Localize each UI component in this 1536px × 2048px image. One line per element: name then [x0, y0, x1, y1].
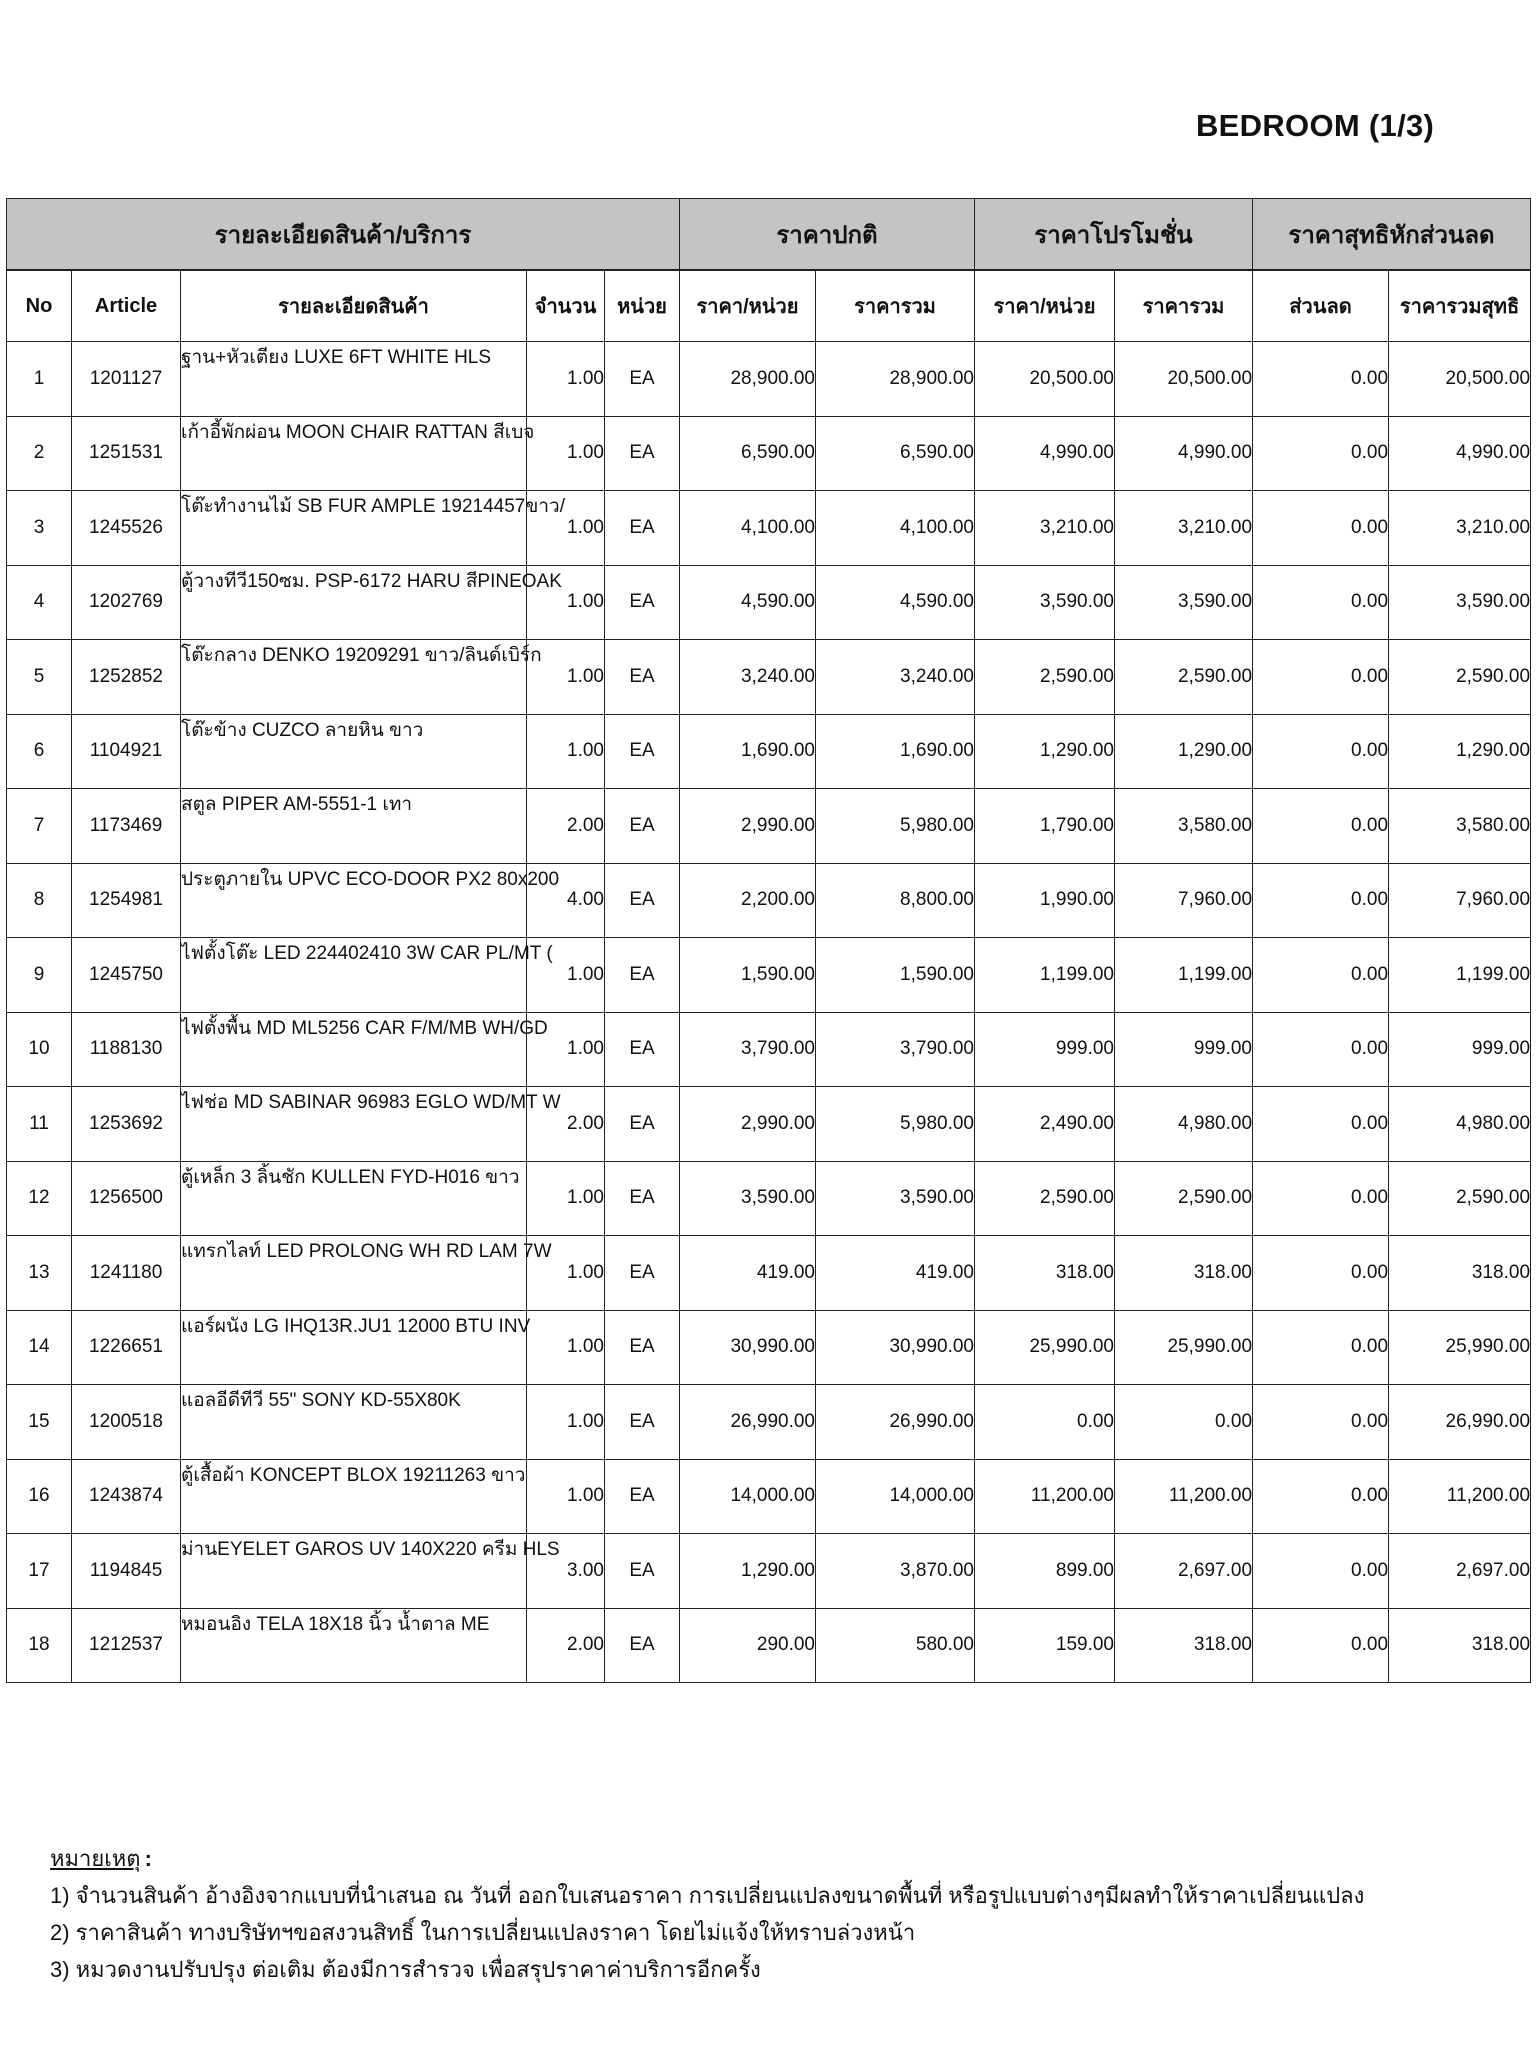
cell-net-total: 318.00 [1389, 1236, 1531, 1311]
col-header-promo-total: ราคารวม [1115, 270, 1253, 342]
col-header-unit: หน่วย [605, 270, 680, 342]
table-row [7, 640, 1531, 715]
cell-net-total: 20,500.00 [1389, 342, 1531, 417]
cell-description: แอร์ผนัง LG IHQ13R.JU1 12000 BTU INV [181, 1310, 527, 1385]
notes-heading-line [50, 1840, 1364, 1877]
cell-discount: 0.00 [1253, 1310, 1389, 1385]
cell-unit: EA [605, 416, 680, 491]
cell-net-total: 7,960.00 [1389, 863, 1531, 938]
cell-article: 1252852 [72, 640, 181, 715]
cell-unit: EA [605, 640, 680, 715]
table-row [7, 1012, 1531, 1087]
cell-regular-unit-price: 1,690.00 [680, 714, 816, 789]
cell-discount: 0.00 [1253, 1012, 1389, 1087]
cell-regular-total: 3,240.00 [816, 640, 975, 715]
cell-article: 1201127 [72, 342, 181, 417]
cell-regular-total: 8,800.00 [816, 863, 975, 938]
col-header-article: Article [72, 270, 181, 342]
cell-description: ฐาน+หัวเตียง LUXE 6FT WHITE HLS [181, 342, 527, 417]
table-row [7, 1385, 1531, 1460]
cell-regular-unit-price: 1,290.00 [680, 1534, 816, 1609]
cell-discount: 0.00 [1253, 1534, 1389, 1609]
cell-regular-unit-price: 26,990.00 [680, 1385, 816, 1460]
cell-qty: 1.00 [527, 1459, 605, 1534]
cell-discount: 0.00 [1253, 938, 1389, 1013]
cell-regular-unit-price: 2,200.00 [680, 863, 816, 938]
cell-no: 17 [7, 1534, 72, 1609]
cell-no: 13 [7, 1236, 72, 1311]
cell-unit: EA [605, 1236, 680, 1311]
cell-article: 1245750 [72, 938, 181, 1013]
cell-promo-unit-price: 11,200.00 [975, 1459, 1115, 1534]
col-header-no: No [7, 270, 72, 342]
cell-discount: 0.00 [1253, 416, 1389, 491]
cell-promo-unit-price: 2,590.00 [975, 640, 1115, 715]
cell-promo-total: 4,990.00 [1115, 416, 1253, 491]
cell-promo-total: 1,290.00 [1115, 714, 1253, 789]
cell-article: 1256500 [72, 1161, 181, 1236]
cell-promo-total: 3,210.00 [1115, 491, 1253, 566]
cell-promo-unit-price: 0.00 [975, 1385, 1115, 1460]
cell-promo-total: 25,990.00 [1115, 1310, 1253, 1385]
cell-regular-unit-price: 28,900.00 [680, 342, 816, 417]
cell-qty: 2.00 [527, 1087, 605, 1162]
cell-article: 1200518 [72, 1385, 181, 1460]
cell-unit: EA [605, 1012, 680, 1087]
cell-no: 18 [7, 1608, 72, 1683]
cell-promo-unit-price: 999.00 [975, 1012, 1115, 1087]
cell-promo-unit-price: 25,990.00 [975, 1310, 1115, 1385]
cell-qty: 1.00 [527, 1385, 605, 1460]
cell-promo-unit-price: 20,500.00 [975, 342, 1115, 417]
cell-qty: 1.00 [527, 1161, 605, 1236]
cell-promo-total: 2,590.00 [1115, 640, 1253, 715]
cell-qty: 4.00 [527, 863, 605, 938]
cell-unit: EA [605, 491, 680, 566]
table-row [7, 342, 1531, 417]
cell-unit: EA [605, 565, 680, 640]
cell-article: 1226651 [72, 1310, 181, 1385]
cell-article: 1202769 [72, 565, 181, 640]
table-row [7, 1459, 1531, 1534]
cell-article: 1245526 [72, 491, 181, 566]
note-item: 3) หมวดงานปรับปรุง ต่อเติม ต้องมีการสำรวจ เพื่อสรุปราคาค่าบริการอีกครั้ง [50, 1957, 761, 1982]
table-row [7, 1161, 1531, 1236]
cell-discount: 0.00 [1253, 1459, 1389, 1534]
cell-promo-total: 11,200.00 [1115, 1459, 1253, 1534]
cell-no: 12 [7, 1161, 72, 1236]
cell-regular-unit-price: 2,990.00 [680, 789, 816, 864]
cell-description: โต๊ะทำงานไม้ SB FUR AMPLE 19214457ขาว/ [181, 491, 527, 566]
cell-description: แทรกไลท์ LED PROLONG WH RD LAM 7W [181, 1236, 527, 1311]
cell-unit: EA [605, 938, 680, 1013]
cell-description: ตู้วางทีวี150ซม. PSP-6172 HARU สีPINEOAK [181, 565, 527, 640]
cell-qty: 3.00 [527, 1534, 605, 1609]
cell-article: 1188130 [72, 1012, 181, 1087]
cell-discount: 0.00 [1253, 565, 1389, 640]
cell-unit: EA [605, 1459, 680, 1534]
cell-article: 1251531 [72, 416, 181, 491]
column-header-row [7, 270, 1531, 342]
col-header-net-total: ราคารวมสุทธิ [1389, 270, 1531, 342]
cell-net-total: 3,210.00 [1389, 491, 1531, 566]
cell-article: 1254981 [72, 863, 181, 938]
col-header-description: รายละเอียดสินค้า [181, 270, 527, 342]
cell-article: 1241180 [72, 1236, 181, 1311]
cell-qty: 1.00 [527, 1236, 605, 1311]
cell-no: 8 [7, 863, 72, 938]
group-header-row [7, 199, 1531, 271]
group-header-net-price: ราคาสุทธิหักส่วนลด [1253, 199, 1531, 271]
cell-promo-total: 0.00 [1115, 1385, 1253, 1460]
note-item: 2) ราคาสินค้า ทางบริษัทฯขอสงวนสิทธิ์ ในการเปลี่ยนแปลงราคา โดยไม่แจ้งให้ทราบล่วงหน้า [50, 1920, 916, 1945]
cell-qty: 1.00 [527, 565, 605, 640]
cell-regular-total: 4,100.00 [816, 491, 975, 566]
cell-discount: 0.00 [1253, 342, 1389, 417]
cell-unit: EA [605, 714, 680, 789]
cell-regular-unit-price: 6,590.00 [680, 416, 816, 491]
notes-section [50, 1840, 1364, 1988]
cell-no: 11 [7, 1087, 72, 1162]
cell-promo-unit-price: 3,210.00 [975, 491, 1115, 566]
cell-discount: 0.00 [1253, 1236, 1389, 1311]
cell-net-total: 1,290.00 [1389, 714, 1531, 789]
cell-qty: 1.00 [527, 640, 605, 715]
cell-promo-total: 2,590.00 [1115, 1161, 1253, 1236]
cell-promo-unit-price: 3,590.00 [975, 565, 1115, 640]
cell-promo-total: 1,199.00 [1115, 938, 1253, 1013]
cell-promo-unit-price: 899.00 [975, 1534, 1115, 1609]
cell-regular-unit-price: 419.00 [680, 1236, 816, 1311]
cell-promo-total: 4,980.00 [1115, 1087, 1253, 1162]
cell-regular-unit-price: 4,590.00 [680, 565, 816, 640]
page-title: BEDROOM (1/3) [1196, 108, 1435, 143]
cell-qty: 1.00 [527, 342, 605, 417]
cell-discount: 0.00 [1253, 1385, 1389, 1460]
cell-description: ไฟตั้งโต๊ะ LED 224402410 3W CAR PL/MT ( [181, 938, 527, 1013]
cell-no: 14 [7, 1310, 72, 1385]
notes-heading: หมายเหตุ [50, 1846, 141, 1871]
cell-regular-unit-price: 30,990.00 [680, 1310, 816, 1385]
cell-discount: 0.00 [1253, 1608, 1389, 1683]
cell-no: 9 [7, 938, 72, 1013]
cell-article: 1194845 [72, 1534, 181, 1609]
cell-description: แอลอีดีทีวี 55" SONY KD-55X80K [181, 1385, 527, 1460]
col-header-discount: ส่วนลด [1253, 270, 1389, 342]
cell-promo-unit-price: 1,199.00 [975, 938, 1115, 1013]
cell-regular-total: 14,000.00 [816, 1459, 975, 1534]
cell-net-total: 318.00 [1389, 1608, 1531, 1683]
cell-promo-unit-price: 1,790.00 [975, 789, 1115, 864]
cell-regular-unit-price: 4,100.00 [680, 491, 816, 566]
col-header-qty: จำนวน [527, 270, 605, 342]
cell-promo-unit-price: 159.00 [975, 1608, 1115, 1683]
cell-unit: EA [605, 1310, 680, 1385]
table-row [7, 565, 1531, 640]
note-item: 1) จำนวนสินค้า อ้างอิงจากแบบที่นำเสนอ ณ วันที่ ออกใบเสนอราคา การเปลี่ยนแปลงขนาดพื้นที่ หรือรูปแบบต่างๆมีผลทำให้ราคาเปลี่ยนแปลง [50, 1883, 1365, 1908]
table-row [7, 491, 1531, 566]
cell-no: 15 [7, 1385, 72, 1460]
cell-qty: 1.00 [527, 1310, 605, 1385]
cell-regular-total: 1,590.00 [816, 938, 975, 1013]
cell-description: โต๊ะข้าง CUZCO ลายหิน ขาว [181, 714, 527, 789]
cell-promo-total: 2,697.00 [1115, 1534, 1253, 1609]
cell-regular-unit-price: 3,240.00 [680, 640, 816, 715]
table-row [7, 1534, 1531, 1609]
cell-description: ตู้เหล็ก 3 ลิ้นชัก KULLEN FYD-H016 ขาว [181, 1161, 527, 1236]
cell-regular-total: 5,980.00 [816, 789, 975, 864]
table-row [7, 416, 1531, 491]
cell-net-total: 4,990.00 [1389, 416, 1531, 491]
cell-net-total: 3,580.00 [1389, 789, 1531, 864]
cell-description: หมอนอิง TELA 18X18 นิ้ว น้ำตาล ME [181, 1608, 527, 1683]
table-row [7, 789, 1531, 864]
cell-promo-total: 20,500.00 [1115, 342, 1253, 417]
cell-qty: 1.00 [527, 938, 605, 1013]
cell-regular-total: 419.00 [816, 1236, 975, 1311]
cell-qty: 1.00 [527, 1012, 605, 1087]
cell-discount: 0.00 [1253, 640, 1389, 715]
cell-description: ไฟตั้งพื้น MD ML5256 CAR F/M/MB WH/GD [181, 1012, 527, 1087]
group-header-regular-price: ราคาปกติ [680, 199, 975, 271]
cell-promo-unit-price: 2,490.00 [975, 1087, 1115, 1162]
cell-description: สตูล PIPER AM-5551-1 เทา [181, 789, 527, 864]
cell-no: 4 [7, 565, 72, 640]
cell-unit: EA [605, 1087, 680, 1162]
cell-discount: 0.00 [1253, 1087, 1389, 1162]
cell-net-total: 4,980.00 [1389, 1087, 1531, 1162]
group-header-details: รายละเอียดสินค้า/บริการ [7, 199, 680, 271]
cell-regular-unit-price: 3,590.00 [680, 1161, 816, 1236]
cell-regular-unit-price: 14,000.00 [680, 1459, 816, 1534]
cell-description: เก้าอี้พักผ่อน MOON CHAIR RATTAN สีเบจ [181, 416, 527, 491]
table-row [7, 938, 1531, 1013]
cell-article: 1212537 [72, 1608, 181, 1683]
cell-article: 1243874 [72, 1459, 181, 1534]
col-header-regular-total: ราคารวม [816, 270, 975, 342]
cell-promo-total: 7,960.00 [1115, 863, 1253, 938]
cell-qty: 2.00 [527, 1608, 605, 1683]
cell-promo-total: 3,580.00 [1115, 789, 1253, 864]
cell-no: 6 [7, 714, 72, 789]
cell-net-total: 2,697.00 [1389, 1534, 1531, 1609]
cell-promo-unit-price: 1,990.00 [975, 863, 1115, 938]
cell-no: 2 [7, 416, 72, 491]
notes-heading-colon: : [144, 1846, 152, 1871]
cell-net-total: 2,590.00 [1389, 640, 1531, 715]
cell-promo-total: 3,590.00 [1115, 565, 1253, 640]
table-row [7, 1608, 1531, 1683]
cell-article: 1253692 [72, 1087, 181, 1162]
cell-no: 3 [7, 491, 72, 566]
cell-net-total: 11,200.00 [1389, 1459, 1531, 1534]
cell-regular-unit-price: 290.00 [680, 1608, 816, 1683]
cell-unit: EA [605, 789, 680, 864]
cell-no: 1 [7, 342, 72, 417]
table-row [7, 1236, 1531, 1311]
table-row [7, 1087, 1531, 1162]
cell-regular-total: 580.00 [816, 1608, 975, 1683]
cell-no: 10 [7, 1012, 72, 1087]
table-row [7, 1310, 1531, 1385]
cell-regular-total: 28,900.00 [816, 342, 975, 417]
cell-net-total: 26,990.00 [1389, 1385, 1531, 1460]
cell-discount: 0.00 [1253, 714, 1389, 789]
cell-description: ม่านEYELET GAROS UV 140X220 ครีม HLS [181, 1534, 527, 1609]
cell-unit: EA [605, 1534, 680, 1609]
cell-regular-total: 3,590.00 [816, 1161, 975, 1236]
cell-regular-unit-price: 3,790.00 [680, 1012, 816, 1087]
cell-unit: EA [605, 863, 680, 938]
cell-qty: 2.00 [527, 789, 605, 864]
cell-promo-unit-price: 1,290.00 [975, 714, 1115, 789]
cell-net-total: 2,590.00 [1389, 1161, 1531, 1236]
cell-promo-unit-price: 2,590.00 [975, 1161, 1115, 1236]
cell-net-total: 25,990.00 [1389, 1310, 1531, 1385]
cell-discount: 0.00 [1253, 491, 1389, 566]
cell-no: 7 [7, 789, 72, 864]
cell-regular-unit-price: 1,590.00 [680, 938, 816, 1013]
cell-regular-total: 26,990.00 [816, 1385, 975, 1460]
cell-description: ตู้เสื้อผ้า KONCEPT BLOX 19211263 ขาว [181, 1459, 527, 1534]
cell-unit: EA [605, 342, 680, 417]
cell-qty: 1.00 [527, 491, 605, 566]
cell-promo-unit-price: 4,990.00 [975, 416, 1115, 491]
quotation-table [6, 198, 1531, 1683]
cell-regular-total: 3,870.00 [816, 1534, 975, 1609]
cell-regular-total: 30,990.00 [816, 1310, 975, 1385]
cell-regular-total: 4,590.00 [816, 565, 975, 640]
cell-no: 5 [7, 640, 72, 715]
cell-regular-total: 3,790.00 [816, 1012, 975, 1087]
cell-net-total: 3,590.00 [1389, 565, 1531, 640]
table-row [7, 863, 1531, 938]
cell-regular-total: 5,980.00 [816, 1087, 975, 1162]
cell-unit: EA [605, 1161, 680, 1236]
cell-net-total: 999.00 [1389, 1012, 1531, 1087]
cell-article: 1104921 [72, 714, 181, 789]
cell-unit: EA [605, 1385, 680, 1460]
cell-no: 16 [7, 1459, 72, 1534]
cell-discount: 0.00 [1253, 789, 1389, 864]
cell-promo-unit-price: 318.00 [975, 1236, 1115, 1311]
table-row [7, 714, 1531, 789]
cell-regular-unit-price: 2,990.00 [680, 1087, 816, 1162]
cell-promo-total: 318.00 [1115, 1236, 1253, 1311]
cell-regular-total: 1,690.00 [816, 714, 975, 789]
cell-qty: 1.00 [527, 714, 605, 789]
cell-discount: 0.00 [1253, 863, 1389, 938]
cell-discount: 0.00 [1253, 1161, 1389, 1236]
cell-promo-total: 999.00 [1115, 1012, 1253, 1087]
cell-regular-total: 6,590.00 [816, 416, 975, 491]
cell-description: ประตูภายใน UPVC ECO-DOOR PX2 80x200 [181, 863, 527, 938]
cell-promo-total: 318.00 [1115, 1608, 1253, 1683]
cell-description: ไฟช่อ MD SABINAR 96983 EGLO WD/MT W [181, 1087, 527, 1162]
cell-unit: EA [605, 1608, 680, 1683]
col-header-regular-unit-price: ราคา/หน่วย [680, 270, 816, 342]
cell-description: โต๊ะกลาง DENKO 19209291 ขาว/ลินด์เบิร์ก [181, 640, 527, 715]
cell-qty: 1.00 [527, 416, 605, 491]
group-header-promo-price: ราคาโปรโมชั่น [975, 199, 1253, 271]
col-header-promo-unit-price: ราคา/หน่วย [975, 270, 1115, 342]
cell-article: 1173469 [72, 789, 181, 864]
cell-net-total: 1,199.00 [1389, 938, 1531, 1013]
